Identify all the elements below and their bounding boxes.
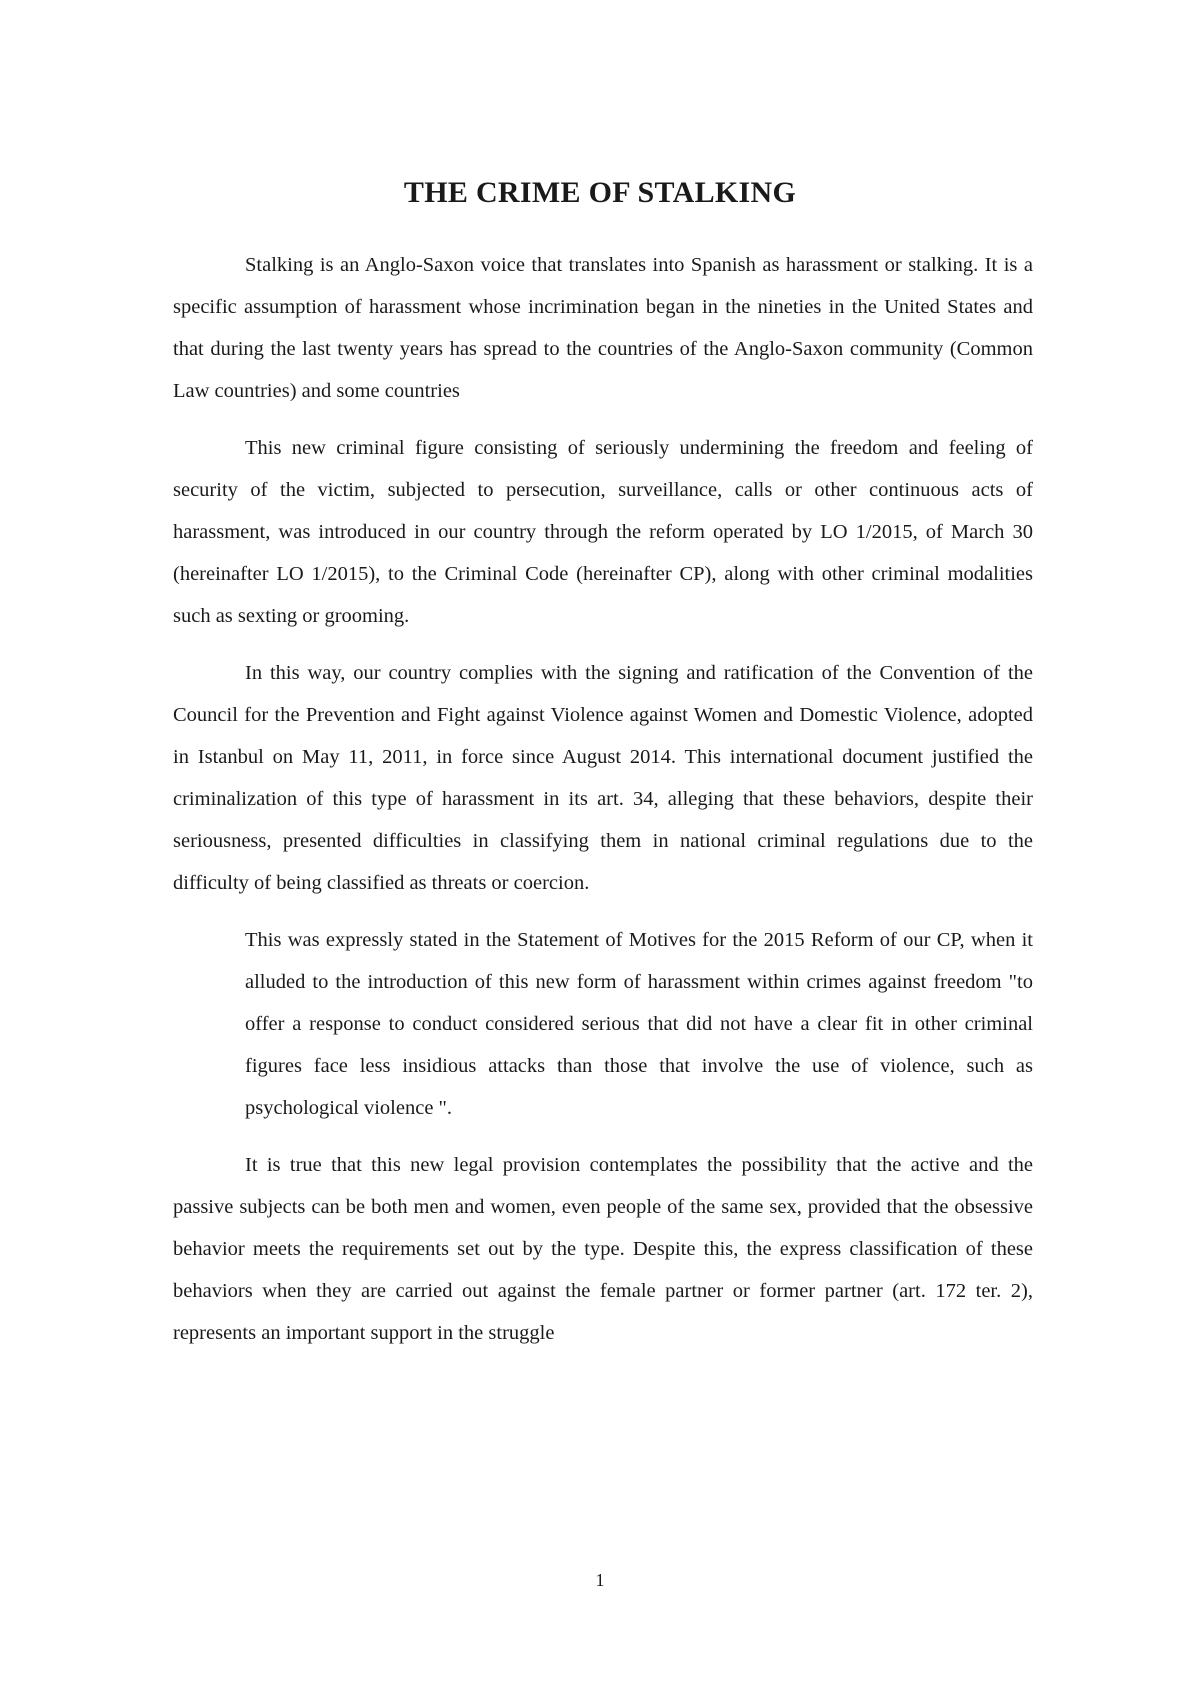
paragraph-2: This new criminal figure consisting of seriously undermining the freedom and feeling of security of the victim, subjected to persecution, surveillance, calls or other continuous acts of harassment, was introduced in our country through the reform operated by LO 1/2015, of March 30 (hereinafter LO 1/2015), to the Criminal Code (hereinafter CP), along with other criminal modalities such as sexting or grooming.	[173, 437, 1033, 627]
paragraph-5: It is true that this new legal provision contemplates the possibility that the active and the passive subjects can be both men and women, even people of the same sex, provided that the obsessive behavior meets the requirements set out by the type. Despite this, the express classification of these behaviors when they are carried out against the female partner or former partner (art. 172 ter. 2), represents an important support in the struggle	[173, 1154, 1033, 1344]
block-quote-paragraph: This was expressly stated in the Statement of Motives for the 2015 Reform of our CP, when it alluded to the introduction of this new form of harassment within crimes against freedom "to offer a response to conduct considered serious that did not have a clear fit in other criminal figures face less insidious attacks than those that involve the use of violence, such as psychological violence ".	[245, 929, 1033, 1119]
page-number: 1	[595, 1570, 605, 1590]
document-title: THE CRIME OF STALKING	[403, 176, 797, 209]
paragraph-3: In this way, our country complies with the signing and ratification of the Convention of the Council for the Prevention and Fight against Violence against Women and Domestic Violence, adopted in Istanbul on May 11, 2011, in force since August 2014. This international document justified the criminalization of this type of harassment in its art. 34, alleging that these behaviors, despite their seriousness, presented difficulties in classifying them in national criminal regulations due to the difficulty of being classified as threats or coercion.	[173, 662, 1033, 894]
document-body	[173, 244, 1033, 1369]
paragraph-1: Stalking is an Anglo-Saxon voice that translates into Spanish as harassment or stalking. It is a specific assumption of harassment whose incrimination began in the nineties in the United States and that during the last twenty years has spread to the countries of the Anglo-Saxon community (Common Law countries) and some countries	[173, 254, 1033, 402]
